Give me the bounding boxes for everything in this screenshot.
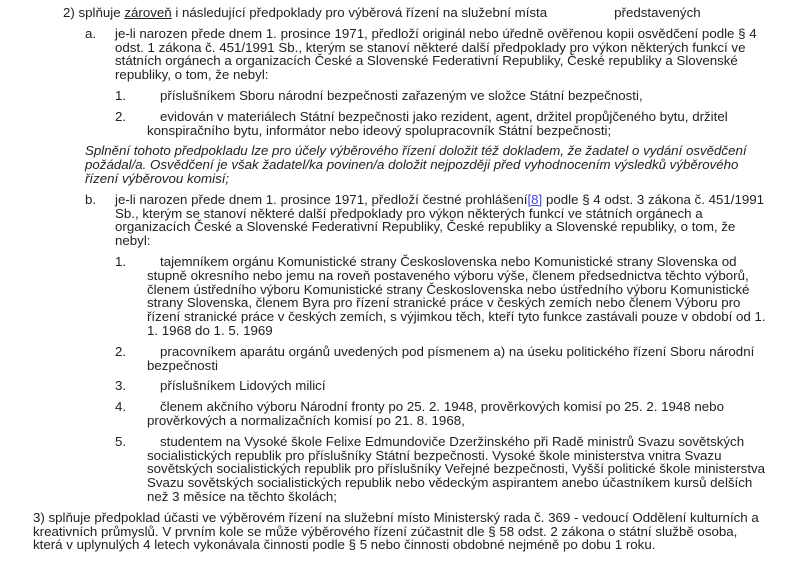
item-b-sub-1-text: tajemníkem orgánu Komunistické strany Československa nebo Komunistické strany Slovenska od stupně okresního nebo jemu na roveň postaveného výboru výše, členem předsednictva těchto výborů, členem ústředního výboru Komunistické strany Československa nebo ústředního výboru Komunistické strany Slovenska, členem Byra pro řízení stranické práce v českých zemích nebo členem Výboru pro řízení stranické práce v českých zemích, s výjimkou těch, kteří tyto funkce zastávali pouze v období od 1. 1. 1968 do 1. 5. 1969	[147, 253, 766, 338]
item-b-sub-2	[115, 343, 767, 373]
item-b-sub-2-text: pracovníkem aparátu orgánů uvedených pod písmenem a) na úseku politického řízení Sboru národní bezpečnosti	[147, 343, 755, 373]
item-b-sub-3-text: příslušníkem Lidových milicí	[160, 378, 326, 394]
paragraph-2	[63, 6, 767, 20]
item-b-text-after-link: podle § 4 odst. 3 zákona č. 451/1991 Sb., kterým se stanoví některé další předpoklady pro výkon některých funkcí ve státních orgánech a organizacích České a Slovenské Federativní Republiky, České republiky a Slovenské republiky, o tom, že nebyl:	[115, 191, 765, 249]
paragraph-2-tabbed-word: představených	[614, 5, 701, 20]
item-b-sub-4-marker: 4.	[115, 399, 127, 415]
item-b-sub-2-marker: 2.	[115, 343, 127, 359]
paragraph-2-rest: i následující předpoklady pro výběrová řízení na služební místa	[171, 5, 548, 20]
item-a-sub-1	[115, 87, 767, 103]
item-a-sub-2	[115, 108, 767, 138]
item-a-sub-2-marker: 2.	[115, 108, 127, 124]
item-b-sub-1-marker: 1.	[115, 253, 127, 269]
item-a-sub-1-marker: 1.	[115, 87, 127, 103]
item-b-sub-3	[115, 378, 767, 394]
item-b-sub-4	[115, 399, 767, 428]
item-b-sub-5-text: studentem na Vysoké škole Felixe Edmundoviče Dzeržinského při Radě ministrů Svazu sovětských socialistických republik pro příslušníky Státní bezpečnosti. Vysoké škole ministerstva vnitra Svazu sovětských socialistických republik pro příslušníky Veřejné bezpečnosti, Vyšší politické škole ministerstva Svazu sovětských socialistických republik nebo vědeckým aspirantem anebo účastníkem kursů delších než 3 měsíce na těchto školách;	[147, 433, 766, 504]
item-b-sub-3-marker: 3.	[115, 378, 127, 394]
paragraph-3: 3) splňuje předpoklad účasti ve výběrovém řízení na služební místo Ministerský rada č. 369 - vedoucí Oddělení kulturních a kreativních průmyslů. V prvním kole se může výběrového řízení zúčastnit dle § 58 odst. 2 zákona o státní službě osoba, která v uplynulých 4 letech vykonávala činnosti podle § 5 nebo činnosti obdobné nejméně po dobu 1 roku.	[33, 509, 759, 553]
item-a-marker: a.	[85, 25, 97, 41]
item-b-sub-4-text: členem akčního výboru Národní fronty po 25. 2. 1948, prověrkových komisí po 25. 2. 1948 nebo prověrkových a normalizačních komisí po 21. 8. 1968,	[147, 399, 724, 428]
paragraph-2-prefix: 2) splňuje	[63, 5, 125, 20]
paragraph-2-underlined-word: zároveň	[124, 5, 172, 20]
item-b	[85, 191, 767, 249]
item-b-sub-5	[115, 433, 767, 504]
item-b-marker: b.	[85, 191, 97, 207]
item-a	[85, 25, 767, 83]
footnote-link-8[interactable]: [8]	[527, 191, 543, 207]
note-paragraph-italic: Splnění tohoto předpokladu lze pro účely výběrového řízení doložit též dokladem, že žadatel o vydání osvědčení požádal/a. Osvědčení je však žadatel/ka povinen/a doložit nejpozději před vyhodnocením výsledků výběrového řízení výběrovou komisí;	[85, 143, 747, 186]
item-a-sub-1-text: příslušníkem Sboru národní bezpečnosti zařazeným ve složce Státní bezpečnosti,	[160, 87, 643, 103]
item-a-sub-2-text: evidován v materiálech Státní bezpečnosti jako rezident, agent, držitel propůjčeného bytu, držitel konspiračního bytu, informátor nebo ideový spolupracovník Státní bezpečnosti;	[147, 108, 728, 138]
item-a-text: je-li narozen přede dnem 1. prosince 1971, předloží originál nebo úředně ověřenou kopii osvědčení podle § 4 odst. 1 zákona č. 451/1991 Sb., kterým se stanoví některé další předpoklady pro výkon některých funkcí ve státních orgánech a organizacích České a Slovenské Federativní Republiky, České republiky a Slovenské republiky, o tom, že nebyl:	[115, 25, 757, 83]
item-b-sub-1	[115, 253, 767, 338]
item-b-sub-5-marker: 5.	[115, 433, 127, 449]
item-b-text-before-link: je-li narozen přede dnem 1. prosince 1971, předloží čestné prohlášení	[115, 191, 528, 207]
